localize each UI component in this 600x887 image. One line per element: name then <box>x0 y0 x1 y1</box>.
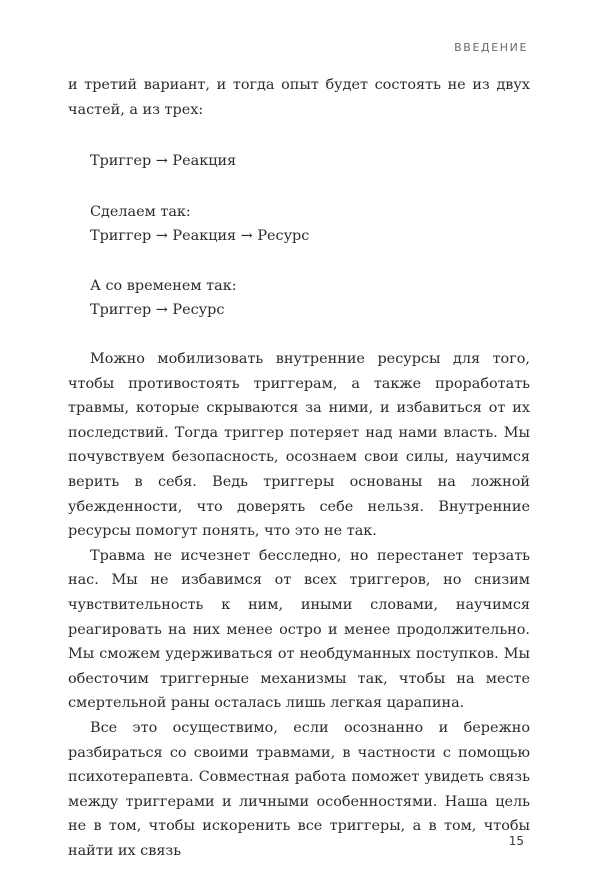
scheme-trigger-reaction-resource: Триггер → Реакция → Ресурс <box>90 228 310 244</box>
page-number: 15 <box>508 834 524 848</box>
body-paragraph: Можно мобилизовать внутренние ресурсы для того, чтобы противостоять триггерам, а также проработать травмы, которые скрываются за ними, и избавиться от их последствий. Тогда триггер потеряет над нами власть. Мы почувствуем безопасность, осознаем свои силы, научимся верить в себя. Ведь триггеры основаны на ложной убежденности, что доверять себе нельзя. Внутренние ресурсы помогут понять, что это не так. <box>68 351 530 540</box>
scheme-caption-over-time: А со временем так: <box>90 278 237 294</box>
running-head: ВВЕДЕНИЕ <box>454 41 528 54</box>
intro-block <box>68 73 530 122</box>
body-paragraph: Все это осуществимо, если осознанно и бережно разбираться со своими травмами, в частности с помощью психотерапевта. Совместная работа поможет увидеть связь между триггерами и личными особенностями. Наша цель не в том, чтобы искоренить все триггеры, а в том, чтобы найти их связь <box>68 719 530 859</box>
scheme-trigger-reaction: Триггер → Реакция <box>90 153 237 169</box>
scheme-caption-do-so: Сделаем так: <box>90 204 191 220</box>
intro-paragraph: и третий вариант, и тогда опыт будет состоять не из двух частей, а из трех: <box>68 77 530 118</box>
body-text <box>68 347 530 863</box>
body-paragraph: Травма не исчезнет бесследно, но перестанет терзать нас. Мы не избавимся от всех триггеров, но снизим чувствительность к ним, иными словами, научимся реагировать на них менее остро и менее продолжительно. Мы сможем удерживаться от необдуманных поступков. Мы обесточим триггерные механизмы так, чтобы на месте смертельной раны осталась лишь легкая царапина. <box>68 547 530 712</box>
scheme-trigger-resource: Триггер → Ресурс <box>90 302 225 318</box>
